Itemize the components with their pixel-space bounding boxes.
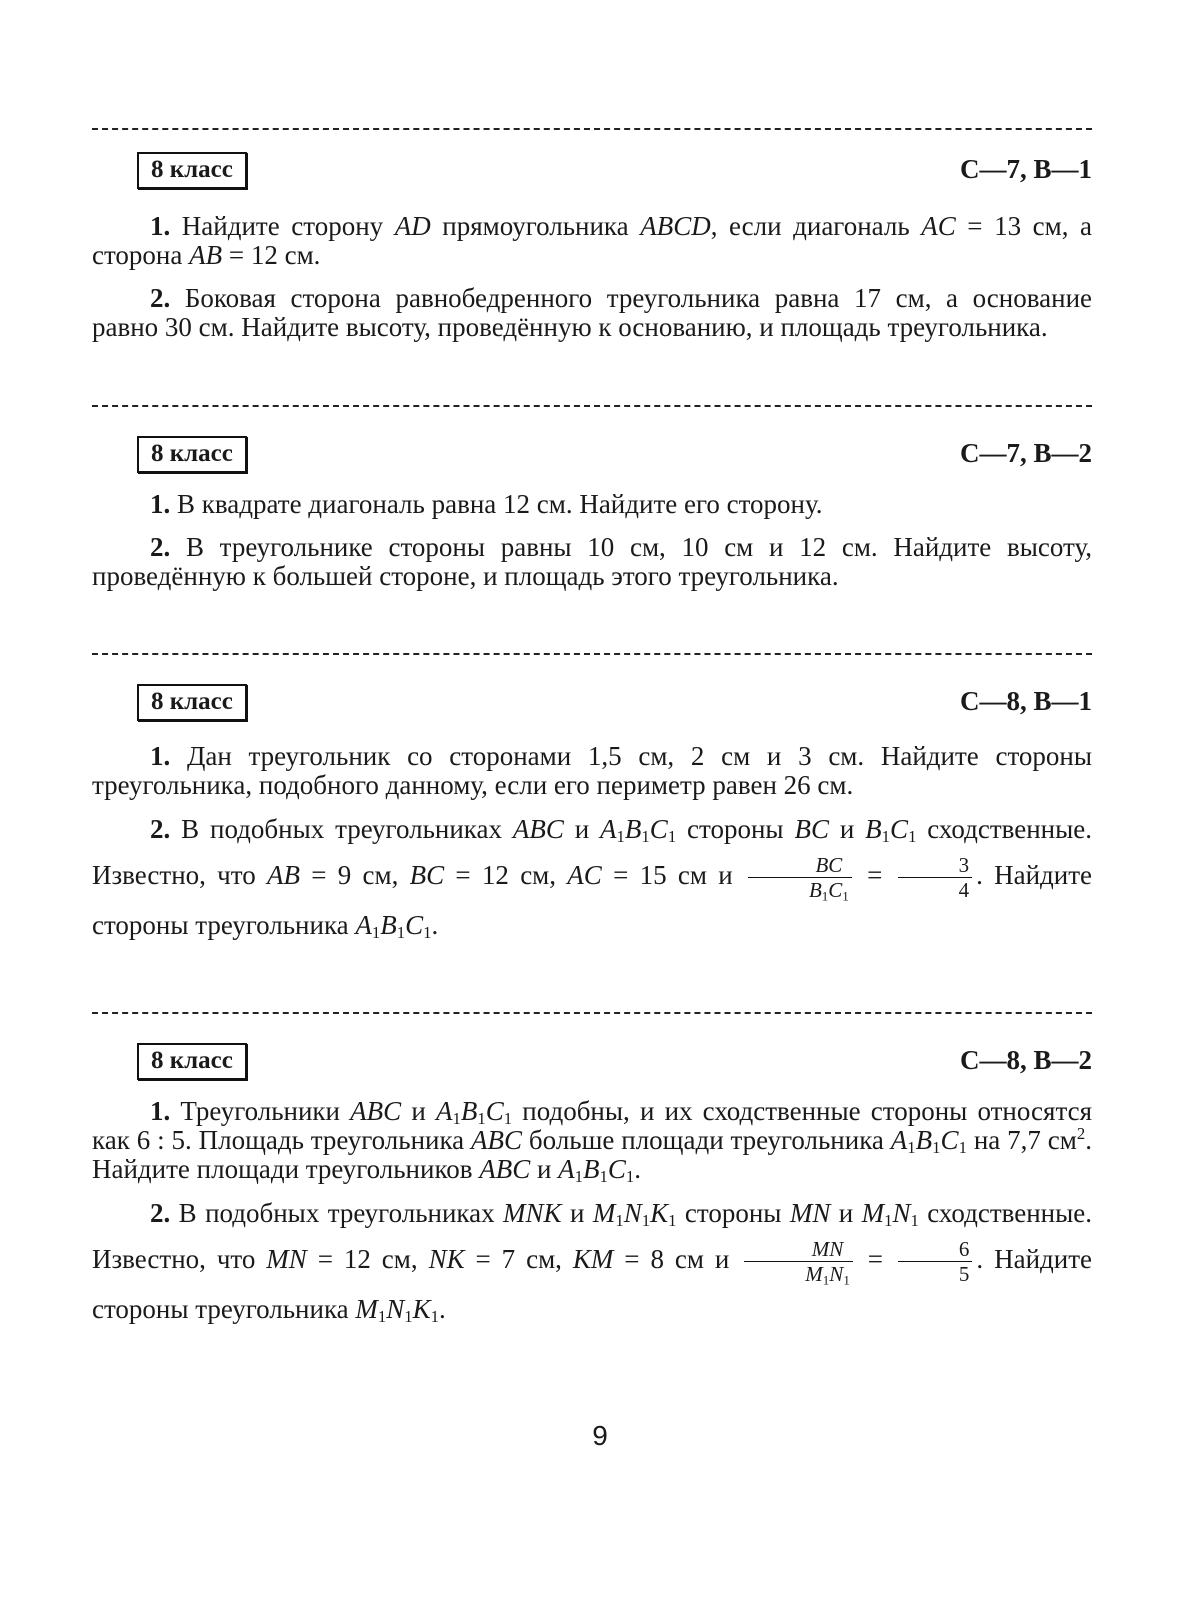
task-text: 1. Треугольники ABC и $A_1B_1C_1$ подобны, и их сходственные стороны относятся как 6 : 5. Площадь треугольника ABC больше площади треугольника $A_1B_1C_1$ на 7,7 $см^2$. Найдите площади треугольников ABC и $A_1B_1C_1$.: [92, 1096, 1092, 1187]
task-text: 1. Найдите сторону AD прямоугольника ABCD, если диагональ AC = 13 см, а сторона AB = 12 см.: [92, 211, 1093, 270]
cut-line: [92, 1012, 1092, 1014]
fraction: $\frac{MN}{M_1N_1}$: [744, 1237, 853, 1286]
grade-label: 8 класс: [137, 152, 247, 189]
task-text: 1. Дан треугольник со сторонами 1,5 см, 2 см и 3 см. Найдите стороны треугольника, подобного данному, если его периметр равен 26 см.: [92, 741, 1092, 800]
task-number: 1.: [150, 211, 171, 241]
grade-label: 8 класс: [137, 1043, 247, 1080]
task-number: 1.: [150, 489, 177, 519]
variant-code: С—7, В—1: [959, 154, 1092, 184]
fraction: $\frac{3}{4}$: [898, 853, 973, 902]
variant-card: [92, 152, 1092, 342]
cut-line: [92, 405, 1092, 407]
variant-code: С—7, В—2: [959, 438, 1092, 468]
task-text: 2. Боковая сторона равнобедренного треугольника равна 17 см, а основание равно 30 см. Найдите высоту, проведённую к основанию, и площадь треугольника.: [92, 283, 1092, 342]
task-number: 1.: [150, 1096, 171, 1126]
fraction: $\frac{6}{5}$: [898, 1237, 973, 1286]
task-number: 1.: [150, 741, 187, 771]
variant-code: С—8, В—2: [959, 1045, 1092, 1075]
variant-card: [92, 684, 1092, 948]
task-number: 2.: [150, 532, 186, 562]
variant-card: [92, 436, 1092, 591]
task-text: 1. В квадрате диагональ равна 12 см. Найдите его сторону.: [150, 489, 823, 519]
page-number: 9: [592, 1420, 608, 1451]
task-text: 2. В подобных треугольниках MNK и $M_1N_1K_1$ стороны MN и $M_1N_1$ сходственные. Известно, что MN = 12 см, NK = 7 см, KM = 8 см и $\frac{MN}{M_1N_1}$ = $\frac{6}{5}$ . Найдите стороны треугольника $M_1N_1K_1$.: [92, 1198, 1093, 1327]
task-number: 2.: [150, 1198, 171, 1228]
task-number: 2.: [150, 814, 171, 844]
variant-code: С—8, В—1: [959, 686, 1092, 716]
task-number: 2.: [150, 283, 185, 313]
cut-line: [92, 653, 1092, 655]
grade-label: 8 класс: [137, 684, 247, 721]
cut-line: [92, 128, 1092, 130]
variant-card: [92, 1043, 1092, 1332]
task-text: 2. В треугольнике стороны равны 10 см, 10 см и 12 см. Найдите высоту, проведённую к большей стороне, и площадь этого треугольника.: [92, 532, 1092, 591]
fraction: $\frac{BC}{B_1C_1}$: [748, 853, 852, 902]
task-text: 2. В подобных треугольниках ABC и $A_1B_1C_1$ стороны BC и $B_1C_1$ сходственные. Известно, что AB = 9 см, BC = 12 см, AC = 15 см и $\frac{BC}{B_1C_1}$ = $\frac{3}{4}$ . Найдите стороны треугольника $A_1B_1C_1$.: [92, 814, 1093, 943]
grade-label: 8 класс: [137, 436, 247, 473]
